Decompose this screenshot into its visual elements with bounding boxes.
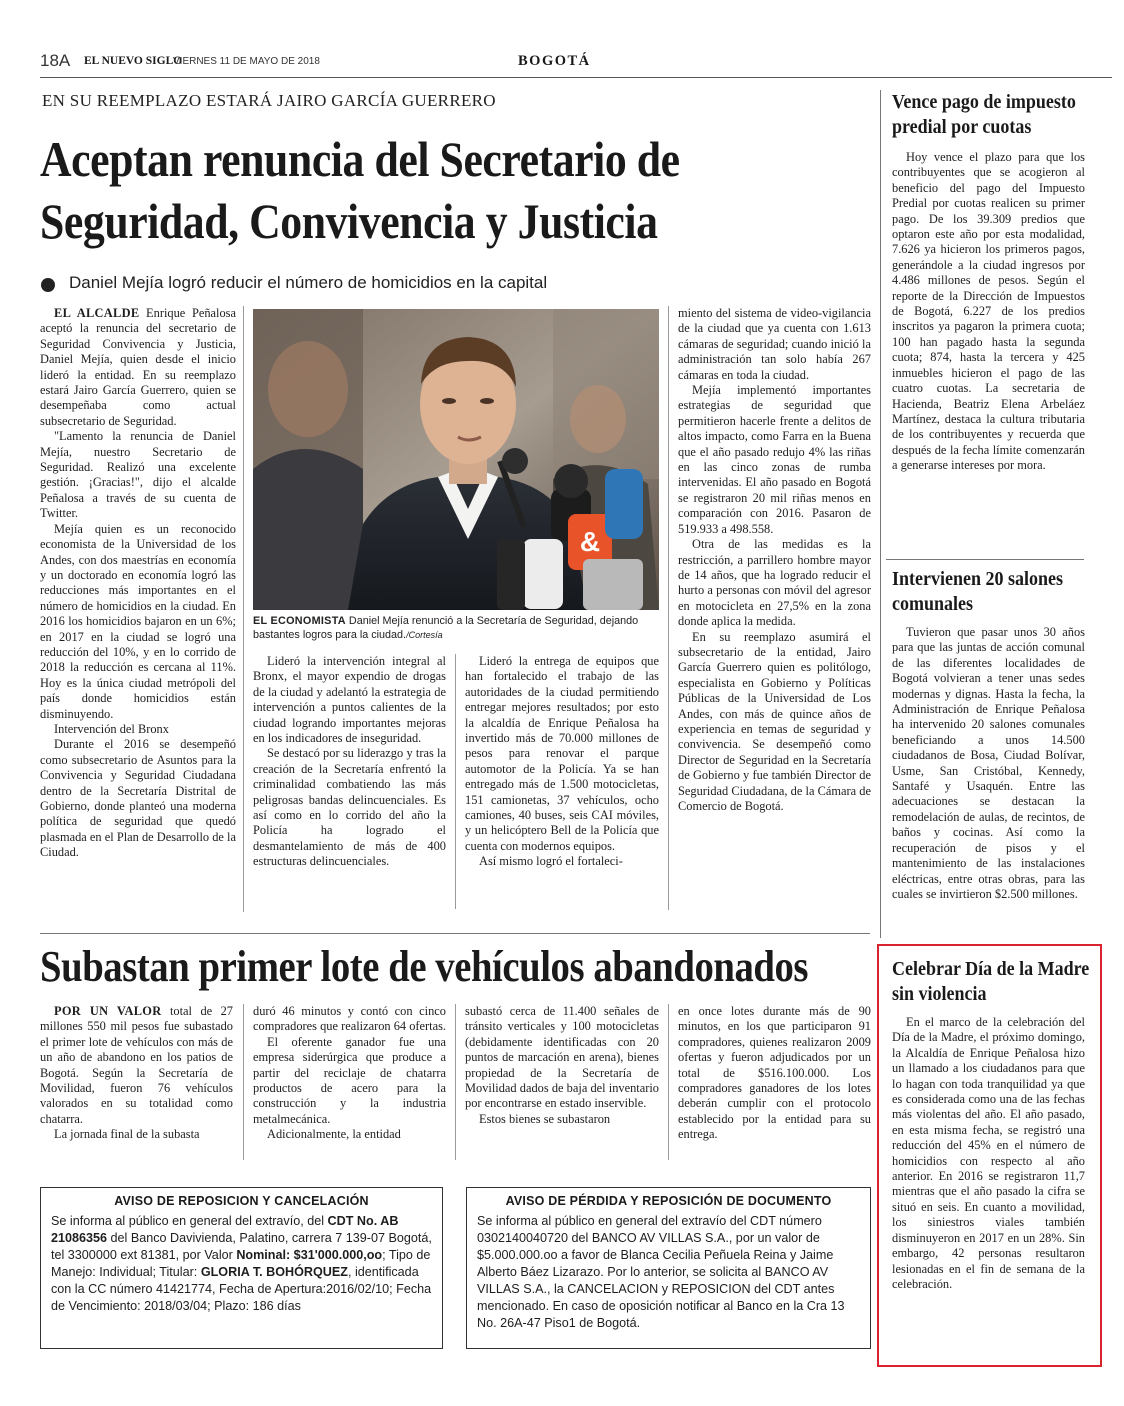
notice-right-body: Se informa al público en general del extravío del CDT número 0302140040720 del BANCO AV VILLAS S.A., por un valor de $5.000.000.oo a favor de Blanca Cecilia Peñuela Reina y Jaime Alberto Báez Lizarazo. Por lo anterior, se solicita al BANCO AV VILLAS S.A., la CANCELACION y REPOSICION del CDT antes mencionado. En caso de oposición notificar al Banco en la Cra 13 No. 26A-47 Piso1 de Bogotá. <box>477 1214 845 1330</box>
second-lead: POR UN VALOR <box>54 1004 162 1018</box>
second-col-1: POR UN VALOR total de 27 millones 550 mil pesos fue subastado el primer lote de vehículos con más de un año de abandono en los patios de Bogotá. Según la Secretaría de Movilidad, fueron 76 vehículos valorados en su totalidad como chatarra. La jornada final de la subasta <box>40 1004 233 1142</box>
main-col-1: EL ALCALDE Enrique Peñalosa aceptó la renuncia del secretario de Seguridad Convivencia y Justicia, Daniel Mejía, quien desde el inicio lideró la entidad. En su reemplazo estará Jairo García Guerrero, quien se desempeñaba como actual subsecretario de Seguridad. "Lamento la renuncia de Daniel Mejía, nuestro Secretario de Seguridad. Realizó una excelente gestión. ¡Gracias!", dijo el alcalde Peñalosa a través de su cuenta de Twitter. Mejía quien es un reconocido economista de la Universidad de los Andes, con dos maestrías en economía y un doctorado en economía logró las reducciones más importantes en el número de homicidios en la ciudad. En 2016 los homicidios bajaron en un 6%; en 2017 en la ciudad se logró una reducción del 10%, y en lo corrido de 2018 la reducción es cercana al 11%. Hoy es la única ciudad metrópoli del país donde homicidios están disminuyendo. Intervención del Bronx Durante el 2016 se desempeñó como subsecretario de Asuntos para la Convivencia y Seguridad Ciudadana dentro de la Secretaría Distrital de Gobierno, donde planteó una moderna política de seguridad que quedó plasmada en el Plan de Desarrollo de la Ciudad. <box>40 306 236 860</box>
header-rule <box>40 77 1112 78</box>
photo-illustration <box>253 309 659 610</box>
page-number: 18A <box>40 51 71 70</box>
main-headline-line1: Aceptan renuncia del Secretario de <box>40 131 680 187</box>
bullet-icon <box>41 278 55 292</box>
main-subhead <box>41 273 861 297</box>
subtitle-bronx: Intervención del Bronx <box>54 721 169 736</box>
second-col-3: subastó cerca de 11.400 señales de tránsito verticales y 100 motocicletas (debidamente identificadas con 20 puntos de marcación en arena), bienes propiedad de la Secretaría de Movilidad dados de baja del inventario por encontrarse en estado inservible. Estos bienes se subastaron <box>465 1004 659 1126</box>
page-header <box>40 50 1112 78</box>
paper-name: EL NUEVO SIGLO <box>84 55 183 67</box>
sidebar-title-1: Vence pago de impuesto predial por cuotas <box>892 91 1076 138</box>
main-col-4: miento del sistema de video-vigilancia de la ciudad que ya cuenta con 1.613 cámaras de seguridad; cuando inició la administración tan solo había 267 cámaras en toda la ciudad. Mejía implementó importantes estrategias de seguridad que permitieron hacerle frente a delitos de altos impacto, como Farra en la Buena que el año pasado redujo 4% las riñas en las cinco zonas de rumba intervenidas. El año pasado en Bogotá se registraron 20 mil riñas menos en comparación con 2016. Pasaron de 519.933 a 498.558. Otra de las medidas es la restricción, a parrillero hombre mayor de 14 años, que ha logrado reducir el hurto a personas con móvil del agresor en motocicleta en 27,5% en la zona donde aplica la medida. En su reemplazo asumirá el subsecretario de la entidad, Jairo García Guerrero quien es politólogo, especialista en Gobierno y Políticas Públicas de la Universidad de Los Andes, con más de quince años de experiencia en temas de seguridad y convivencia. Se desempeñó como Director de Seguridad en la Secretaría de Gobierno y fue también Director de Seguridad Ciudadana, de la Cámara de Comercio de Bogotá. <box>678 306 871 813</box>
header-date: VIERNES 11 DE MAYO DE 2018 <box>173 56 320 67</box>
notice-right <box>466 1187 871 1349</box>
second-col-2: duró 46 minutos y contó con cinco compradores que realizaron 64 ofertas. El oferente ganador fue una empresa siderúrgica que produce a partir del reciclaje de chatarra productos de acero para la construcción y la industria metalmecánica. Adicionalmente, la entidad <box>253 1004 446 1142</box>
photo-caption: EL ECONOMISTA Daniel Mejía renunció a la Secretaría de Seguridad, dejando bastantes logros para la ciudad./Cortesía <box>253 615 639 641</box>
caption-lead: EL ECONOMISTA <box>253 615 346 627</box>
main-col-3: Lideró la entrega de equipos que han fortalecido el trabajo de las autoridades de la ciudad permitiendo entregar mejores resultados; por esto la alcaldía de Enrique Peñalosa ha invertido más de 70.000 millones de pesos para renovar el parque automotor de la Policía. Ya se han entregado más de 1.500 motocicletas, 151 camionetas, 37 vehículos, ocho camiones, 40 buses, seis CAI móviles, y un helicóptero Bell de la Policía que cuenta con modernos equipos. Así mismo logró el fortaleci- <box>465 654 659 869</box>
main-kicker: EN SU REEMPLAZO ESTARÁ JAIRO GARCÍA GUERRERO <box>42 91 496 110</box>
section-name: BOGOTÁ <box>518 53 591 69</box>
main-col-2: Lideró la intervención integral al Bronx, el mayor expendio de drogas de la ciudad y adelantó la estrategia de intervención a puntos calientes de la ciudad logrando importantes mejoras en los indicadores de inseguridad. Se destacó por su liderazgo y tras la creación de la Secretaría enfrentó la criminalidad combatiendo las más peligrosas bandas delincuenciales. Es así como en lo corrido del año la Policía ha logrado el desmantelamiento de más de 400 estructuras delincuenciales. <box>253 654 446 869</box>
main-headline-line2: Seguridad, Convivencia y Justicia <box>40 193 658 249</box>
sidebar-title-2: Intervienen 20 salones comunales <box>892 568 1063 615</box>
notice-left-title: AVISO DE REPOSICION Y CANCELACIÓN <box>114 1194 369 1208</box>
main-headline <box>40 128 766 252</box>
sidebar-story-1: Vence pago de impuesto predial por cuotas Hoy vence el plazo para que los contribuyentes que se acogieron al beneficio del pago del Impuesto Predial por cuotas realicen su primer pago. De los 39.309 predios que optaron este año por esta modalidad, 7.626 ya hicieron los primeros pagos, generándole a la ciudad ingresos por 4.486 millones de pesos. Según el reporte de la Dirección de Impuestos de Bogotá, 6.227 de los predios inscritos ya pagaron la primera cuota; 100 han pagado hasta la segunda cuota; 874, hasta la tercera y 425 inmuebles hicieron el pago de las cuatro cuotas. La secretaria de Hacienda, Beatriz Elena Arbeláez Martínez, destaca la cultura tributaria de los contribuyentes y recuerda que después de la fecha límite comenzarán a generarse intereses por mora. <box>892 90 1085 532</box>
main-lead: EL ALCALDE <box>54 306 140 320</box>
notice-right-title: AVISO DE PÉRDIDA Y REPOSICIÓN DE DOCUMENTO <box>505 1194 832 1208</box>
second-headline: Subastan primer lote de vehículos abandonados <box>40 942 809 991</box>
subhead-text: Daniel Mejía logró reducir el número de homicidios en la capital <box>69 273 548 292</box>
photo-credit: /Cortesía <box>406 630 443 640</box>
main-photo <box>253 309 659 610</box>
notice-left: AVISO DE REPOSICION Y CANCELACIÓN Se informa al público en general del extravío, del CDT No. AB 21086356 del Banco Davivienda, Palatino, carrera 7 139-07 Bogotá, tel 3300000 ext 81381, por Valor Nominal: $31'000.000,oo; Tipo de Manejo: Individual; Titular: GLORIA T. BOHÓRQUEZ, identificada con la CC número 41421774, Fecha de Apertura:2016/02/10; Fecha de Vencimiento: 2018/03/04; Plazo: 186 días <box>40 1187 443 1349</box>
mic-logo: & <box>579 526 601 557</box>
sidebar-story-3: Celebrar Día de la Madre sin violencia En el marco de la celebración del Día de la Madre, el próximo domingo, la Alcaldía de Enrique Peñalosa hizo un llamado a los ciudadanos para que lo hagan con toda tranquilidad ya que es considerada como una de las fechas más violentas del año. El año pasado, en esta misma fecha, se registró una reducción del 45% en el número de homicidios con respecto al año anterior. En 2016 se registraron 11,7 mientras que el año pasado la cifra se situó en seis. En cuanto a movilidad, los siniestros viales también disminuyeron en 2017 en un 28%. Sin embargo, 42 personas resultaron lesionadas en el fin de semana de la celebración. <box>892 957 1085 1355</box>
sidebar-story-2: Intervienen 20 salones comunales Tuvieron que pasar unos 30 años para que las juntas de acción comunal de las diferentes localidades de Bogotá volvieran a tener unas sedes modernas y dignas. Hasta la fecha, la Administración de Enrique Peñalosa ha intervenido 20 salones comunales beneficiando a unos 14.500 ciudadanos de Bosa, Ciudad Bolívar, Usme, San Cristóbal, Kennedy, Santafé y Usaquén. Entre las adecuaciones se destacan la remodelación de aulas, de recintos, de baños y cocinas. Así como la recuperación de pisos y el mantenimiento de las instalaciones eléctricas, entre otras obras, para las cuales se invirtieron $2.500 millones. <box>892 567 1085 930</box>
sidebar-title-3: Celebrar Día de la Madre sin violencia <box>892 958 1090 1005</box>
second-col-4: en once lotes durante más de 90 minutos, en los que participaron 91 compradores, quienes realizaron 2009 ofertas y fueron adjudicados por un total de $516.100.000. Los compradores ganadores de los lotes deberán cumplir con el protocolo establecido por la entidad para su entrega. <box>678 1004 871 1142</box>
